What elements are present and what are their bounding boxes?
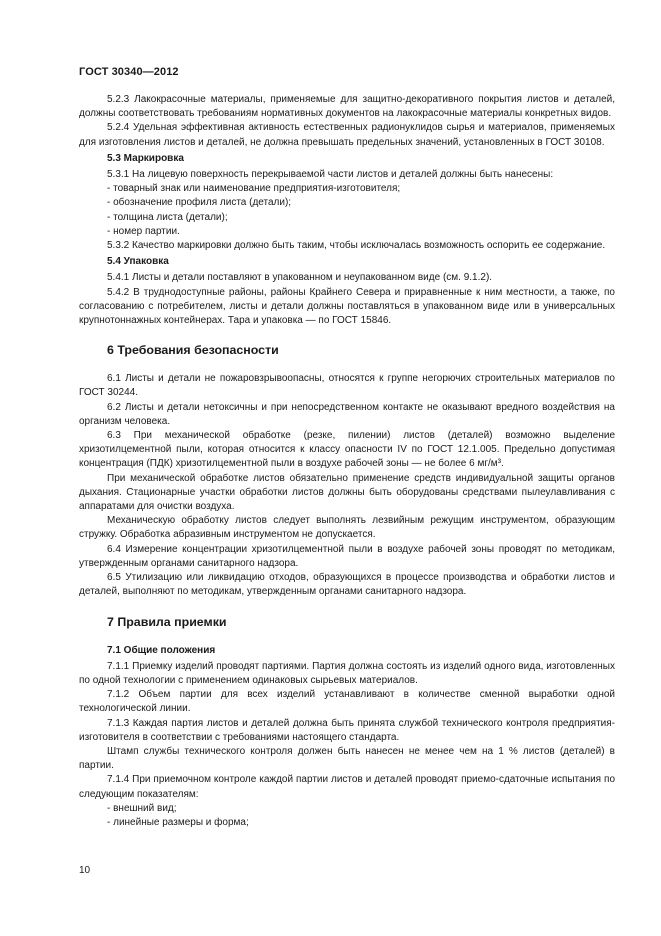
list-item: - толщина листа (детали);: [107, 211, 228, 223]
paragraph: 5.2.3 Лакокрасочные материалы, применяемые для защитно-декоративного покрытия листов и деталей, должны соответствовать требованиям нормативных документов на лакокрасочные материалы конкретных видов.: [79, 94, 615, 120]
section-heading: 7 Правила приемки: [107, 614, 227, 629]
paragraph: 6.4 Измерение концентрации хризотилцементной пыли в воздухе рабочей зоны проводят по методикам, утвержденным органами санитарного надзора.: [79, 543, 615, 569]
paragraph: 7.1.4 При приемочном контроле каждой партии листов и деталей проводят приемо-сдаточные испытания по следующим показателям:: [79, 774, 615, 800]
paragraph: 5.2.4 Удельная эффективная активность естественных радионуклидов сырья и материалов, применяемых для изготовления листов и деталей, не должна превышать предельных значений, установленных в ГОСТ 30108.: [79, 122, 615, 148]
paragraph: 6.3 При механической обработке (резке, пилении) листов (деталей) возможно выделение хризотилцементной пыли, которая относится к классу опасности IV по ГОСТ 12.1.005. Предельно допустимая концентрация (ПДК) хризотилцементной пыли в воздухе рабочей зоны — не более 6 мг/м³.: [79, 430, 615, 470]
list-item: - товарный знак или наименование предприятия-изготовителя;: [107, 183, 401, 195]
paragraph: 7.1.2 Объем партии для всех изделий устанавливают в количестве сменной выработки одной технологической линии.: [79, 689, 615, 715]
subsection-heading: 5.4 Упаковка: [107, 256, 169, 268]
paragraph: 5.3.1 На лицевую поверхность перекрываемой части листов и деталей должны быть нанесены:: [107, 169, 554, 181]
paragraph: Механическую обработку листов следует выполнять лезвийным режущим инструментом, образующим стружку. Обработка абразивным инструментом не допускается.: [79, 515, 615, 541]
paragraph: 6.5 Утилизацию или ликвидацию отходов, образующихся в процессе производства и обработки листов и деталей, выполняют по методикам, утвержденным органами санитарного надзора.: [79, 572, 615, 598]
subsection-heading: 5.3 Маркировка: [107, 152, 184, 164]
list-item: - обозначение профиля листа (детали);: [107, 197, 292, 209]
paragraph: Штамп службы технического контроля должен быть нанесен не менее чем на 1 % листов (деталей) в партии.: [79, 745, 615, 772]
page-number: 10: [79, 865, 91, 876]
list-item: - номер партии.: [107, 225, 180, 237]
paragraph: 6.2 Листы и детали нетоксичны и при непосредственном контакте не оказывают вредного воздействия на организм человека.: [79, 401, 615, 427]
paragraph: 5.4.1 Листы и детали поставляют в упакованном и неупакованном виде (см. 9.1.2).: [107, 272, 493, 284]
document-header: ГОСТ 30340—2012: [79, 66, 179, 78]
paragraph: 5.3.2 Качество маркировки должно быть таким, чтобы исключалась возможность оспорить ее содержание.: [107, 240, 606, 252]
section-heading: 6 Требования безопасности: [107, 343, 279, 358]
list-item: - внешний вид;: [107, 802, 177, 814]
paragraph: 6.1 Листы и детали не пожаровзрывоопасны, относятся к группе негорючих строительных материалов по ГОСТ 30244.: [79, 373, 615, 399]
document-body: [79, 93, 615, 830]
paragraph: 7.1.3 Каждая партия листов и деталей должна быть принята службой технического контроля предприятия-изготовителя в соответствии с требованиями настоящего стандарта.: [79, 717, 615, 743]
subsection-heading: 7.1 Общие положения: [107, 644, 216, 656]
paragraph: 5.4.2 В труднодоступные районы, районы Крайнего Севера и приравненные к ним местности, а также, по согласованию с потребителем, листы и детали должны поставляться в упакованном виде или в универсальных крупнотоннажных контейнерах. Тара и упаковка — по ГОСТ 15846.: [79, 286, 615, 327]
paragraph: 7.1.1 Приемку изделий проводят партиями. Партия должна состоять из изделий одного вида, изготовленных по одной технологии с применением одинаковых сырьевых материалов.: [79, 660, 615, 686]
paragraph: При механической обработке листов обязательно применение средств индивидуальной защиты органов дыхания. Стационарные участки обработки листов должны быть оборудованы средствами пылеулавливания с аппаратами для очистки воздуха.: [79, 472, 615, 513]
list-item: - линейные размеры и форма;: [107, 816, 249, 828]
